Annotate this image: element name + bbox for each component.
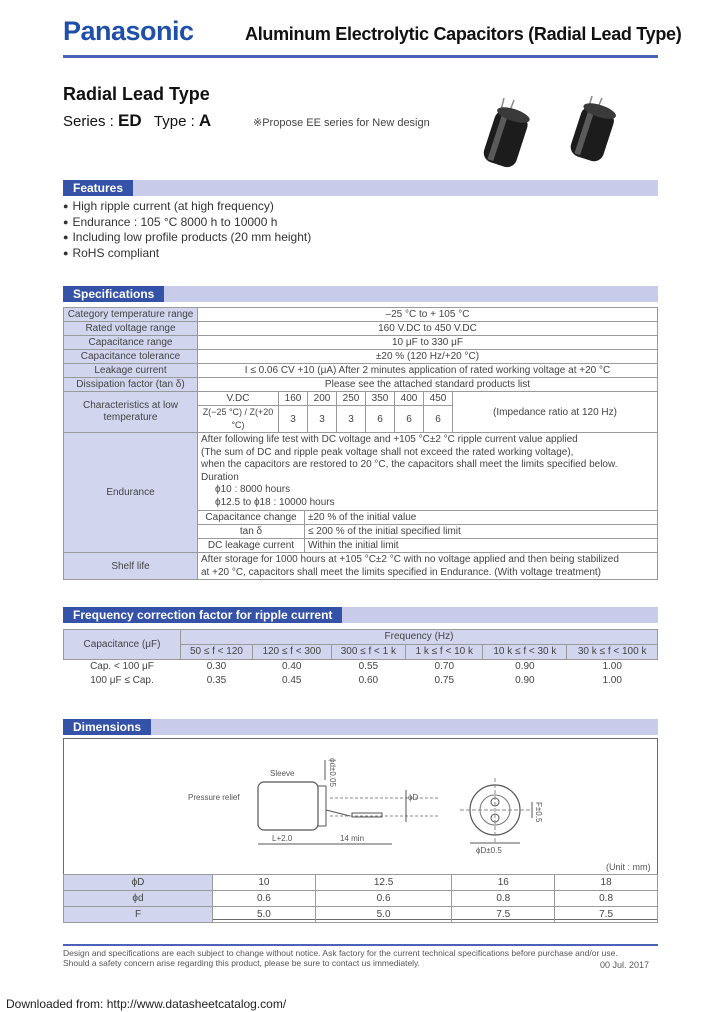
disclaimer xyxy=(63,948,658,968)
disclaimer-line: Should a safety concern arise regarding this product, please be sure to contact us immediately. xyxy=(63,958,421,968)
specifications-section-header xyxy=(63,286,658,302)
frequency-title: Frequency correction factor for ripple current xyxy=(63,607,342,623)
feature-item: ● Including low profile products (20 mm height) xyxy=(63,230,311,246)
endurance-body xyxy=(198,433,658,553)
endurance-limits-table xyxy=(198,510,657,552)
product-heading: Radial Lead Type xyxy=(63,84,210,104)
freq-factor: 0.70 xyxy=(434,661,455,672)
design-note: ※Propose EE series for New design xyxy=(253,117,430,129)
endurance-text-line: After following life test with DC voltage and +105 °C±2 °C ripple current value applied xyxy=(201,434,578,445)
freq-factor: 0.30 xyxy=(206,661,227,672)
freq-header-row xyxy=(64,630,658,645)
spec-value: –25 °C to + 105 °C xyxy=(198,308,658,322)
download-source xyxy=(6,997,286,1011)
characteristics-label: Characteristics at low temperature xyxy=(64,392,198,433)
footer-divider xyxy=(63,944,658,946)
frequency-correction-table xyxy=(63,629,658,688)
voltage-cell: 160 xyxy=(279,392,308,406)
shelf-life-text-line: After storage for 1000 hours at +105 °C±2 °C with no voltage applied and then being stabilized xyxy=(201,554,619,565)
spec-value: 10 μF to 330 μF xyxy=(198,336,658,350)
spec-value: 160 V.DC to 450 V.DC xyxy=(198,322,658,336)
brand-logo: Panasonic xyxy=(63,16,194,46)
dimension-label: F xyxy=(64,907,213,923)
freq-factor: 0.45 xyxy=(282,675,302,686)
capacitor-product-image xyxy=(470,96,640,176)
freq-factor: 1.00 xyxy=(602,675,622,686)
spec-row xyxy=(64,308,658,322)
dimension-row xyxy=(64,891,658,907)
dimension-drawing xyxy=(180,750,560,860)
voltage-cell: 400 xyxy=(395,392,424,406)
pitch-label: F±0.5 xyxy=(534,802,543,823)
body-length-label: L+2.0 xyxy=(272,834,293,843)
dia-tolerance-label: ϕD±0.5 xyxy=(476,846,502,855)
limit-item: Capacitance change xyxy=(198,511,305,525)
spec-label: Capacitance tolerance xyxy=(64,350,198,364)
spec-label: Category temperature range xyxy=(64,308,198,322)
freq-factor: 0.60 xyxy=(358,675,379,686)
dimension-value: 0.6 xyxy=(213,891,316,907)
dimension-row xyxy=(64,907,658,923)
dimension-label: ϕD xyxy=(64,875,213,891)
frequency-band: 300 ≤ f < 1 k xyxy=(331,645,406,660)
endurance-text-line: Duration xyxy=(201,471,239,483)
ratio-cell: 3 xyxy=(279,406,308,433)
dimension-value: 7.5 xyxy=(555,907,658,923)
features-section-header xyxy=(63,180,658,196)
voltage-cell: 200 xyxy=(308,392,337,406)
endurance-row xyxy=(64,433,658,553)
dimension-label: ϕd xyxy=(64,891,213,907)
freq-factor: 0.90 xyxy=(515,675,535,686)
dimension-value: 7.5 xyxy=(452,907,555,923)
ratio-cell: 6 xyxy=(395,406,424,433)
spec-label: Rated voltage range xyxy=(64,322,198,336)
voltage-cell: 250 xyxy=(337,392,366,406)
dimension-value: 5.0 xyxy=(315,907,452,923)
dimensions-table xyxy=(63,874,658,923)
dimension-value: 12.5 xyxy=(315,875,452,891)
pressure-relief-label: Pressure relief xyxy=(188,793,240,802)
disclaimer-line: Design and specifications are each subject to change without notice. Ask factory for the current technical specifications before purchase and/or use. xyxy=(63,948,618,958)
frequency-header: Frequency (Hz) xyxy=(181,630,658,645)
ratio-cell: 6 xyxy=(424,406,453,433)
series-value: ED xyxy=(118,111,142,130)
series-label: Series : xyxy=(63,113,114,130)
feature-item: ● RoHS compliant xyxy=(63,246,311,262)
header-divider xyxy=(63,55,658,58)
ratio-cell: 3 xyxy=(308,406,337,433)
freq-factor: 0.40 xyxy=(282,661,302,672)
ratio-label: Z(−25 °C) / Z(+20 °C) xyxy=(198,406,279,433)
spec-label: Capacitance range xyxy=(64,336,198,350)
freq-row xyxy=(64,660,658,675)
spec-row xyxy=(64,322,658,336)
spec-label: Dissipation factor (tan δ) xyxy=(64,378,198,392)
download-link[interactable]: http://www.datasheetcatalog.com/ xyxy=(106,997,287,1011)
limit-value: ±20 % of the initial value xyxy=(305,511,658,525)
specifications-title: Specifications xyxy=(63,286,164,302)
impedance-note: (Impedance ratio at 120 Hz) xyxy=(453,392,658,433)
limit-item: DC leakage current xyxy=(198,539,305,553)
freq-factor: 0.90 xyxy=(515,661,535,672)
dimension-value: 0.6 xyxy=(315,891,452,907)
dimension-value: 18 xyxy=(555,875,658,891)
endurance-text-line: (The sum of DC and ripple peak voltage shall not exceed the rated working voltage), xyxy=(201,446,574,458)
dia-d-label: ϕD xyxy=(408,793,419,802)
feature-item: ● Endurance : 105 °C 8000 h to 10000 h xyxy=(63,215,311,231)
frequency-band: 50 ≤ f < 120 xyxy=(181,645,253,660)
shelf-life-body xyxy=(198,553,658,580)
ratio-cell: 3 xyxy=(337,406,366,433)
spec-row xyxy=(64,378,658,392)
spec-row xyxy=(64,350,658,364)
dimension-value: 16 xyxy=(452,875,555,891)
freq-factor: 1.00 xyxy=(602,661,622,672)
limit-row xyxy=(198,525,657,539)
spec-label: Leakage current xyxy=(64,364,198,378)
dimension-value: 5.0 xyxy=(213,907,316,923)
lead-length-label: 14 min xyxy=(340,834,365,843)
frequency-band: 1 k ≤ f < 10 k xyxy=(406,645,483,660)
lead-dia-label: ϕd±0.05 xyxy=(328,758,337,787)
dimension-value: 0.8 xyxy=(555,891,658,907)
endurance-text-line: ϕ10 : 8000 hours xyxy=(215,484,291,495)
frequency-band: 30 k ≤ f < 100 k xyxy=(567,645,658,660)
specifications-table xyxy=(63,307,658,580)
frequency-band: 10 k ≤ f < 30 k xyxy=(483,645,567,660)
shelf-life-text-line: at +20 °C, capacitors shall meet the limits specified in Endurance. (With voltage treatment) xyxy=(201,567,602,578)
limit-value: ≤ 200 % of the initial specified limit xyxy=(305,525,658,539)
limit-row xyxy=(198,539,657,553)
voltage-cell: 450 xyxy=(424,392,453,406)
shelf-life-row xyxy=(64,553,658,580)
spec-row xyxy=(64,364,658,378)
frequency-section-header xyxy=(63,607,658,623)
sleeve-label: Sleeve xyxy=(270,769,295,778)
limit-value: Within the initial limit xyxy=(305,539,658,553)
dimension-value: 0.8 xyxy=(452,891,555,907)
endurance-label: Endurance xyxy=(64,433,198,553)
features-title: Features xyxy=(63,180,133,196)
vdc-label: V.DC xyxy=(198,392,279,406)
spec-value: Please see the attached standard products list xyxy=(198,378,658,392)
features-list xyxy=(63,199,311,261)
endurance-text-line: ϕ12.5 to ϕ18 : 10000 hours xyxy=(215,496,335,508)
spec-value: I ≤ 0.06 CV +10 (μA) After 2 minutes application of rated working voltage at +20 °C xyxy=(198,364,658,378)
voltage-cell: 350 xyxy=(366,392,395,406)
limit-item: tan δ xyxy=(198,525,305,539)
frequency-band: 120 ≤ f < 300 xyxy=(252,645,331,660)
limit-row xyxy=(198,511,657,525)
document-title: Aluminum Electrolytic Capacitors (Radial Lead Type) xyxy=(245,24,682,44)
endurance-text-line: when the capacitors are restored to 20 °C, the capacitors shall meet the limits specified below. xyxy=(201,459,618,470)
dimensions-section-header xyxy=(63,719,658,735)
freq-cap: Cap. < 100 μF xyxy=(90,661,154,672)
freq-factor: 0.55 xyxy=(358,661,379,672)
characteristics-row xyxy=(64,392,658,406)
feature-item: ● High ripple current (at high frequency) xyxy=(63,199,311,215)
type-value: A xyxy=(198,111,212,130)
dimension-row xyxy=(64,875,658,891)
dimensions-title: Dimensions xyxy=(63,719,151,735)
freq-row xyxy=(64,674,658,688)
capacitance-header: Capacitance (μF) xyxy=(64,630,181,660)
capacitor-body-outline xyxy=(258,782,318,830)
spec-row xyxy=(64,336,658,350)
type-label: Type : xyxy=(153,113,195,130)
dimension-value: 10 xyxy=(213,875,316,891)
spec-value: ±20 % (120 Hz/+20 °C) xyxy=(198,350,658,364)
shelf-life-label: Shelf life xyxy=(64,553,198,580)
series-type-line xyxy=(63,111,211,131)
download-prefix: Downloaded from: xyxy=(6,997,104,1011)
unit-label: (Unit : mm) xyxy=(606,862,651,872)
ratio-cell: 6 xyxy=(366,406,395,433)
freq-factor: 0.75 xyxy=(434,675,455,686)
revision-date: 00 Jul. 2017 xyxy=(600,960,650,970)
freq-cap: 100 μF ≤ Cap. xyxy=(90,675,154,686)
freq-factor: 0.35 xyxy=(206,675,227,686)
